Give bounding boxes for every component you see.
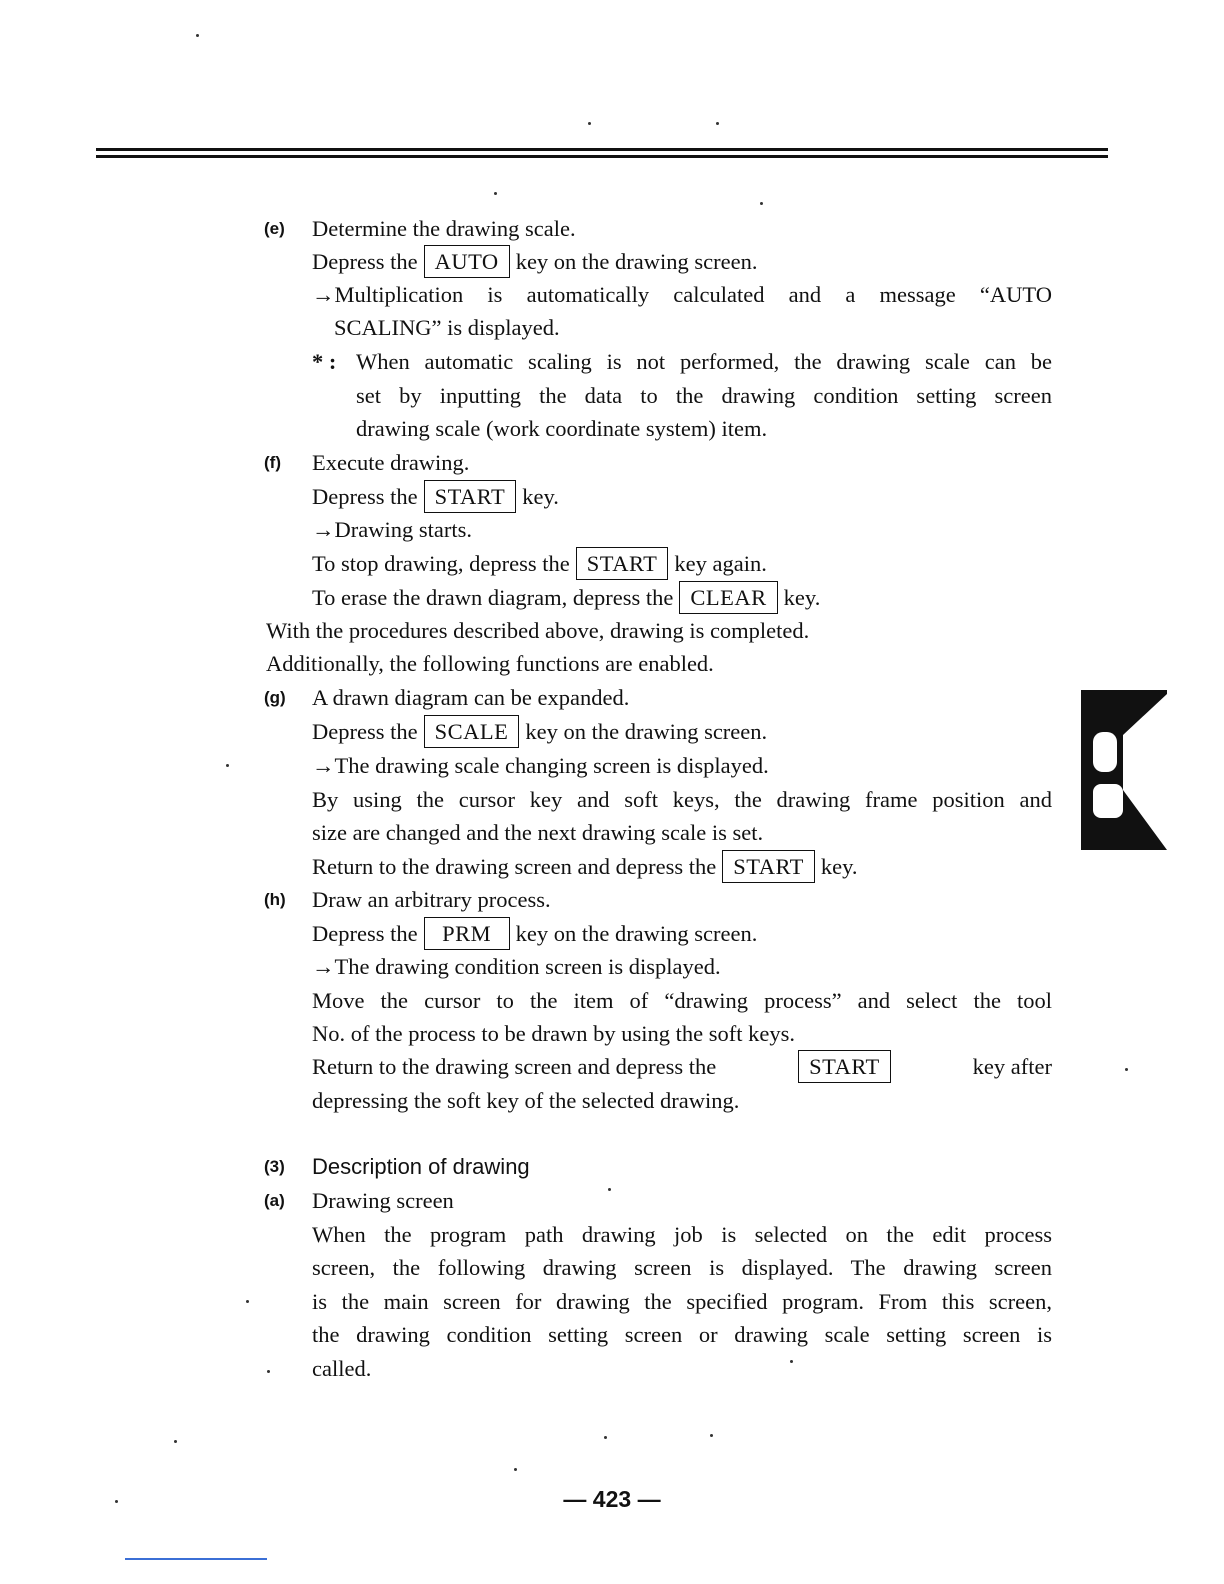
f-line-5-tail: key. [783,585,821,610]
f-line-4-tail: key again. [674,551,767,576]
a-title: Drawing screen [312,1188,454,1213]
g-line-1: A drawn diagram can be expanded. [312,685,630,710]
e-note-line-2: set by inputting the data to the drawing condition setting screen [356,383,1052,408]
g-line-2 [312,715,1052,748]
header-rule-bottom [96,155,1108,158]
scan-speck [267,1370,270,1373]
e-line-2-tail: key on the drawing screen. [515,249,758,274]
g-line-5: size are changed and the next drawing scale is set. [312,820,764,845]
a-para-line-5: called. [312,1356,372,1381]
scan-speck [604,1436,607,1439]
f-line-4 [312,547,1052,580]
h-line-7: depressing the soft key of the selected drawing. [312,1088,740,1113]
scan-speck [1125,1068,1128,1071]
start-key: START [424,480,517,513]
start-key: START [722,850,815,883]
scan-speck [588,122,591,125]
e-line-1: Determine the drawing scale. [312,216,576,241]
e-line-2-text: Depress the [312,249,418,274]
h-line-2 [312,917,1052,950]
item-marker-e: (e) [264,219,285,238]
h-line-2-text: Depress the [312,921,418,946]
f-line-5-text: To erase the drawn diagram, depress the [312,585,674,610]
g-line-6-tail: key. [820,854,858,879]
scan-speck [115,1500,118,1503]
g-line-6-text: Return to the drawing screen and depress the [312,854,717,879]
summary-line-1: With the procedures described above, drawing is completed. [266,618,810,643]
scan-speck [174,1440,177,1443]
section-tab-icon [1081,690,1167,850]
h-line-3: →The drawing condition screen is displayed. [312,954,721,979]
h-line-4: Move the cursor to the item of “drawing process” and select the tool [312,988,1052,1013]
f-line-3: →Drawing starts. [312,517,472,542]
note-asterisk: * : [312,349,337,374]
h-line-5: No. of the process to be drawn by using the soft keys. [312,1021,796,1046]
e-line-3: →Multiplication is automatically calculated and a message “AUTO [312,282,1052,307]
start-key: START [576,547,669,580]
scan-speck [494,192,497,195]
h-line-1: Draw an arbitrary process. [312,887,551,912]
g-line-3: →The drawing scale changing screen is displayed. [312,753,769,778]
e-note-line-3: drawing scale (work coordinate system) item. [356,416,768,441]
clear-key: CLEAR [679,581,777,614]
section-marker-3: (3) [264,1157,285,1176]
g-line-2-tail: key on the drawing screen. [525,719,768,744]
item-marker-f: (f) [264,453,281,472]
f-line-4-text: To stop drawing, depress the [312,551,570,576]
scan-speck [760,202,763,205]
scan-speck [514,1468,517,1471]
h-line-6-tail: key after [972,1054,1052,1079]
start-key: START [798,1050,891,1083]
a-para-line-4: the drawing condition setting screen or drawing scale setting screen is [312,1322,1052,1347]
f-line-2-text: Depress the [312,484,418,509]
e-line-4: SCALING” is displayed. [334,315,560,340]
item-marker-h: (h) [264,890,286,909]
summary-line-2: Additionally, the following functions are enabled. [266,651,714,676]
scale-key: SCALE [424,715,520,748]
a-para-line-3: is the main screen for drawing the specified program. From this screen, [312,1289,1052,1314]
a-para-line-1: When the program path drawing job is selected on the edit process [312,1222,1052,1247]
page-number: — 423 — [563,1486,661,1512]
section-heading: Description of drawing [312,1154,530,1179]
scan-speck [226,764,229,767]
f-line-1: Execute drawing. [312,450,470,475]
g-line-4: By using the cursor key and soft keys, the drawing frame position and [312,787,1052,812]
e-line-2 [312,245,1052,278]
scan-speck [790,1360,793,1363]
prm-key: PRM [424,917,510,950]
h-line-6-text: Return to the drawing screen and depress the [312,1054,717,1079]
f-line-5 [312,581,1052,614]
g-line-2-text: Depress the [312,719,418,744]
scan-speck [716,122,719,125]
scan-speck [246,1300,249,1303]
e-note-line-1: When automatic scaling is not performed, the drawing scale can be [356,349,1052,374]
scan-blue-line [125,1558,267,1560]
header-rule-top [96,148,1108,151]
auto-key: AUTO [424,245,510,278]
item-marker-a: (a) [264,1191,285,1210]
item-marker-g: (g) [264,688,286,707]
scan-speck [196,34,199,37]
a-para-line-2: screen, the following drawing screen is displayed. The drawing screen [312,1255,1052,1280]
g-line-6 [312,850,1052,883]
f-line-2 [312,480,1052,513]
scan-speck [710,1434,713,1437]
h-line-6 [312,1050,1052,1083]
h-line-2-tail: key on the drawing screen. [515,921,758,946]
scan-speck [608,1188,611,1191]
f-line-2-tail: key. [522,484,559,509]
